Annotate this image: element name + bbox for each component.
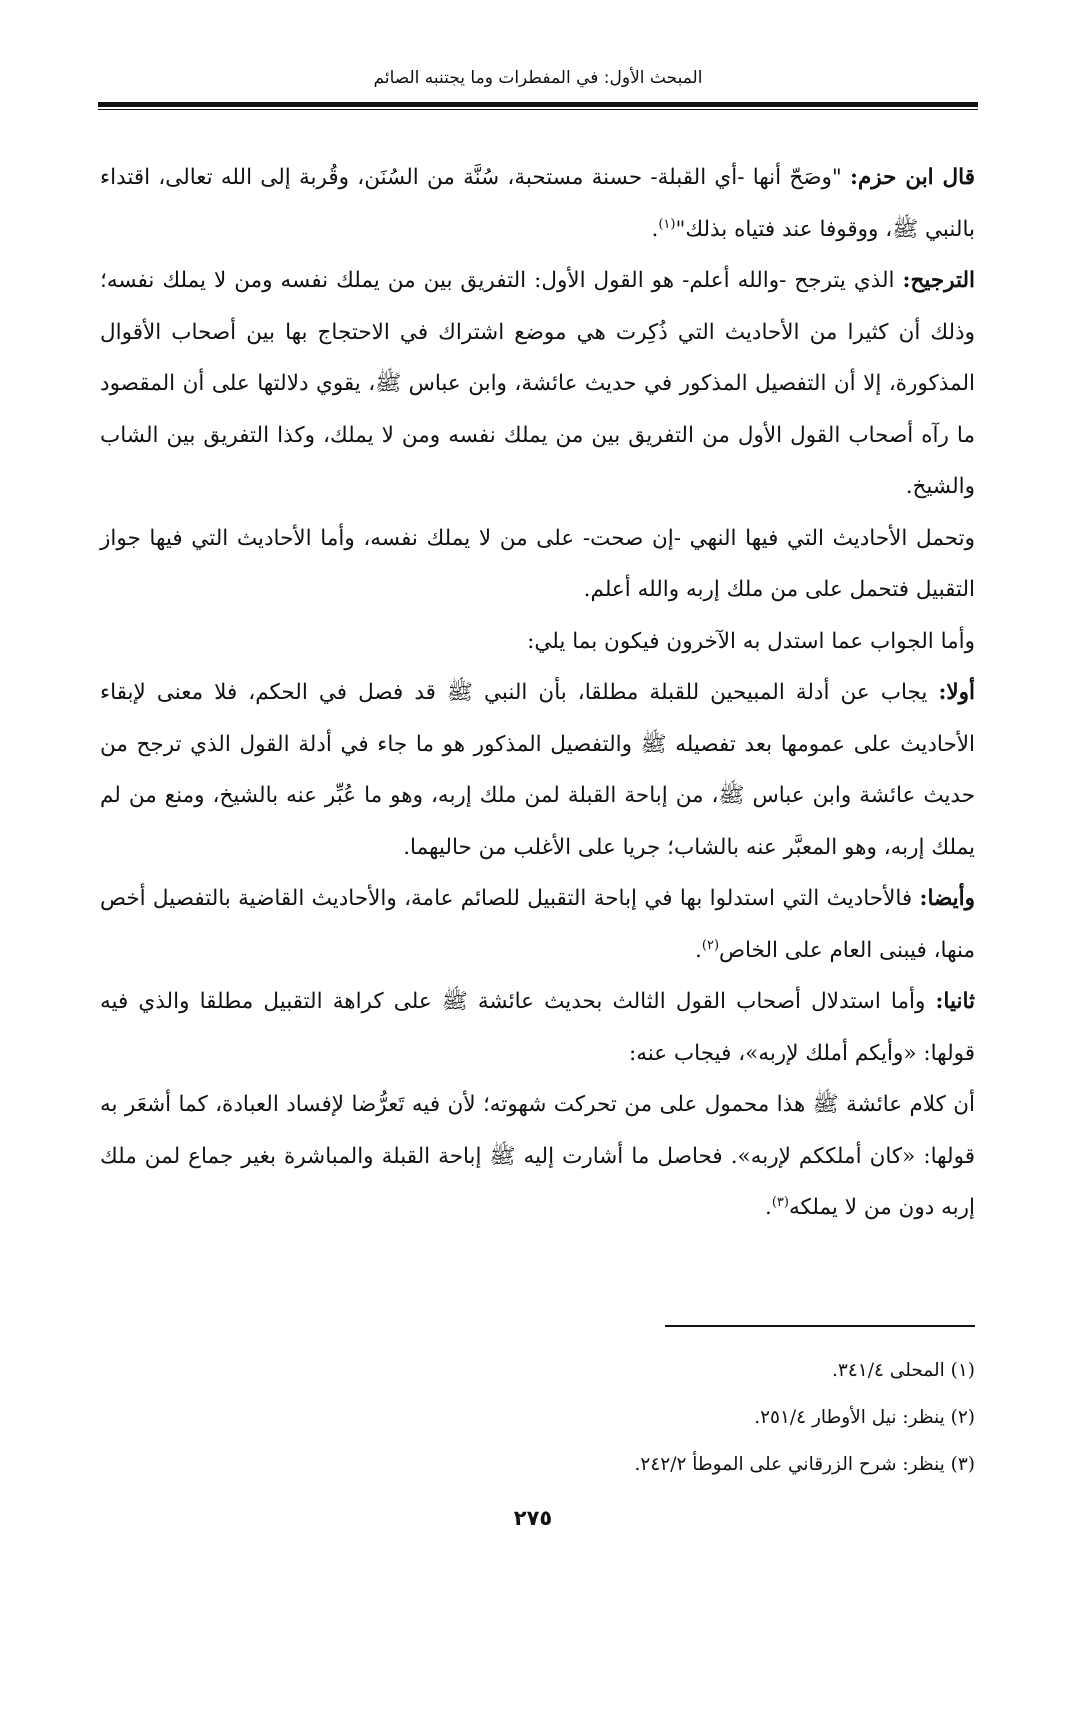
footnote-3: (٣) ينظر: شرح الزرقاني على الموطأ ٢٤٢/٢. (634, 1454, 975, 1475)
paragraph-second-answer (100, 976, 975, 1079)
footnote-2: (٢) ينظر: نيل الأوطار ٢٥١/٤. (754, 1407, 975, 1428)
paragraph-aisha-explanation (100, 1079, 975, 1234)
paragraph-text: أن كلام عائشة ﷺ هذا محمول على من تحركت شهوته؛ لأن فيه تَعرُّضا لإفساد العبادة، كما أشعَر به قولها: «كان أملككم لإربه». فحاصل ما أشارت إليه ﷺ إباحة القبلة والمباشرة بغير جماع لمن ملك إربه دون من لا يملكه (100, 1092, 975, 1220)
footnote-ref-3: (٣) (771, 1194, 789, 1210)
page-number: ٢٧٥ (513, 1506, 553, 1530)
paragraph-text: فالأحاديث التي استدلوا بها في إباحة التقبيل للصائم عامة، والأحاديث القاضية بالتفصيل أخص منها، فيبنى العام على الخاص (100, 886, 975, 963)
footnote-separator (665, 1325, 975, 1327)
paragraph-lead: أولا: (938, 680, 975, 705)
paragraph-text: وأما استدلال أصحاب القول الثالث بحديث عائشة ﷺ على كراهة التقبيل مطلقا والذي فيه قولها: «وأيكم أملك لإربه»، فيجاب عنه: (100, 989, 975, 1066)
paragraph-hadith-interpretation (100, 513, 975, 616)
header-rule-thin (98, 109, 978, 110)
running-header-title: المبحث الأول: في المفطرات وما يجتنبه الصائم (373, 68, 703, 88)
paragraph-end: . (651, 216, 659, 242)
footnote-ref-1: (١) (658, 216, 676, 232)
paragraph-text: "وصَحّ أنها -أي القبلة- حسنة مستحبة، سُنَّة من السُنَن، وقُربة إلى الله تعالى، اقتداء بالنبي ﷺ، ووقوفا عند فتياه بذلك" (100, 165, 975, 242)
paragraph-lead: وأيضا: (919, 886, 975, 911)
main-text (100, 152, 975, 1234)
paragraph-also (100, 873, 975, 976)
footnote-1: (١) المحلى ٣٤١/٤. (832, 1360, 975, 1381)
paragraph-text: وأما الجواب عما استدل به الآخرون فيكون بما يلي: (527, 628, 975, 654)
paragraph-end: . (695, 937, 702, 963)
paragraph-text: الذي يترجح -والله أعلم- هو القول الأول: التفريق بين من يملك نفسه ومن لا يملك نفسه؛ وذلك أن كثيرا من الأحاديث التي ذُكِرت هي موضع اشتراك في الاحتجاج بها بين أصحاب الأقوال المذكورة، إلا أن التفصيل المذكور في حديث عائشة، وابن عباس ﷺ، يقوي دلالتها على أن المقصود ما رآه أصحاب القول الأول من التفريق بين من يملك نفسه ومن لا يملك، وكذا التفريق بين الشاب والشيخ. (100, 268, 975, 499)
footnote-ref-2: (٢) (701, 937, 720, 953)
paragraph-ibn-hazm-quote (100, 152, 975, 255)
paragraph-text: يجاب عن أدلة المبيحين للقبلة مطلقا، بأن النبي ﷺ قد فصل في الحكم، فلا معنى لإبقاء الأحاديث على عمومها بعد تفصيله ﷺ والتفصيل المذكور هو ما جاء في أدلة القول الذي ترجح من حديث عائشة وابن عباس ﷺ، من إباحة القبلة لمن ملك إربه، وهو ما عُبِّر عنه بالشيخ، ومنع من لم يملك إربه، وهو المعبَّر عنه بالشاب؛ جريا على الأغلب من حاليهما. (100, 680, 975, 860)
paragraph-text: وتحمل الأحاديث التي فيها النهي -إن صحت- على من لا يملك نفسه، وأما الأحاديث التي فيها جواز التقبيل فتحمل على من ملك إربه والله أعلم. (100, 525, 975, 602)
paragraph-lead: ثانيا: (935, 989, 975, 1014)
footnotes (100, 1347, 975, 1488)
paragraph-answer-intro (100, 616, 975, 668)
paragraph-end: . (764, 1195, 772, 1220)
header-rule-thick (98, 102, 978, 107)
paragraph-first-answer (100, 667, 975, 873)
paragraph-tarjih (100, 255, 975, 513)
paragraph-lead: قال ابن حزم: (850, 165, 975, 190)
paragraph-lead: الترجيح: (902, 268, 975, 293)
